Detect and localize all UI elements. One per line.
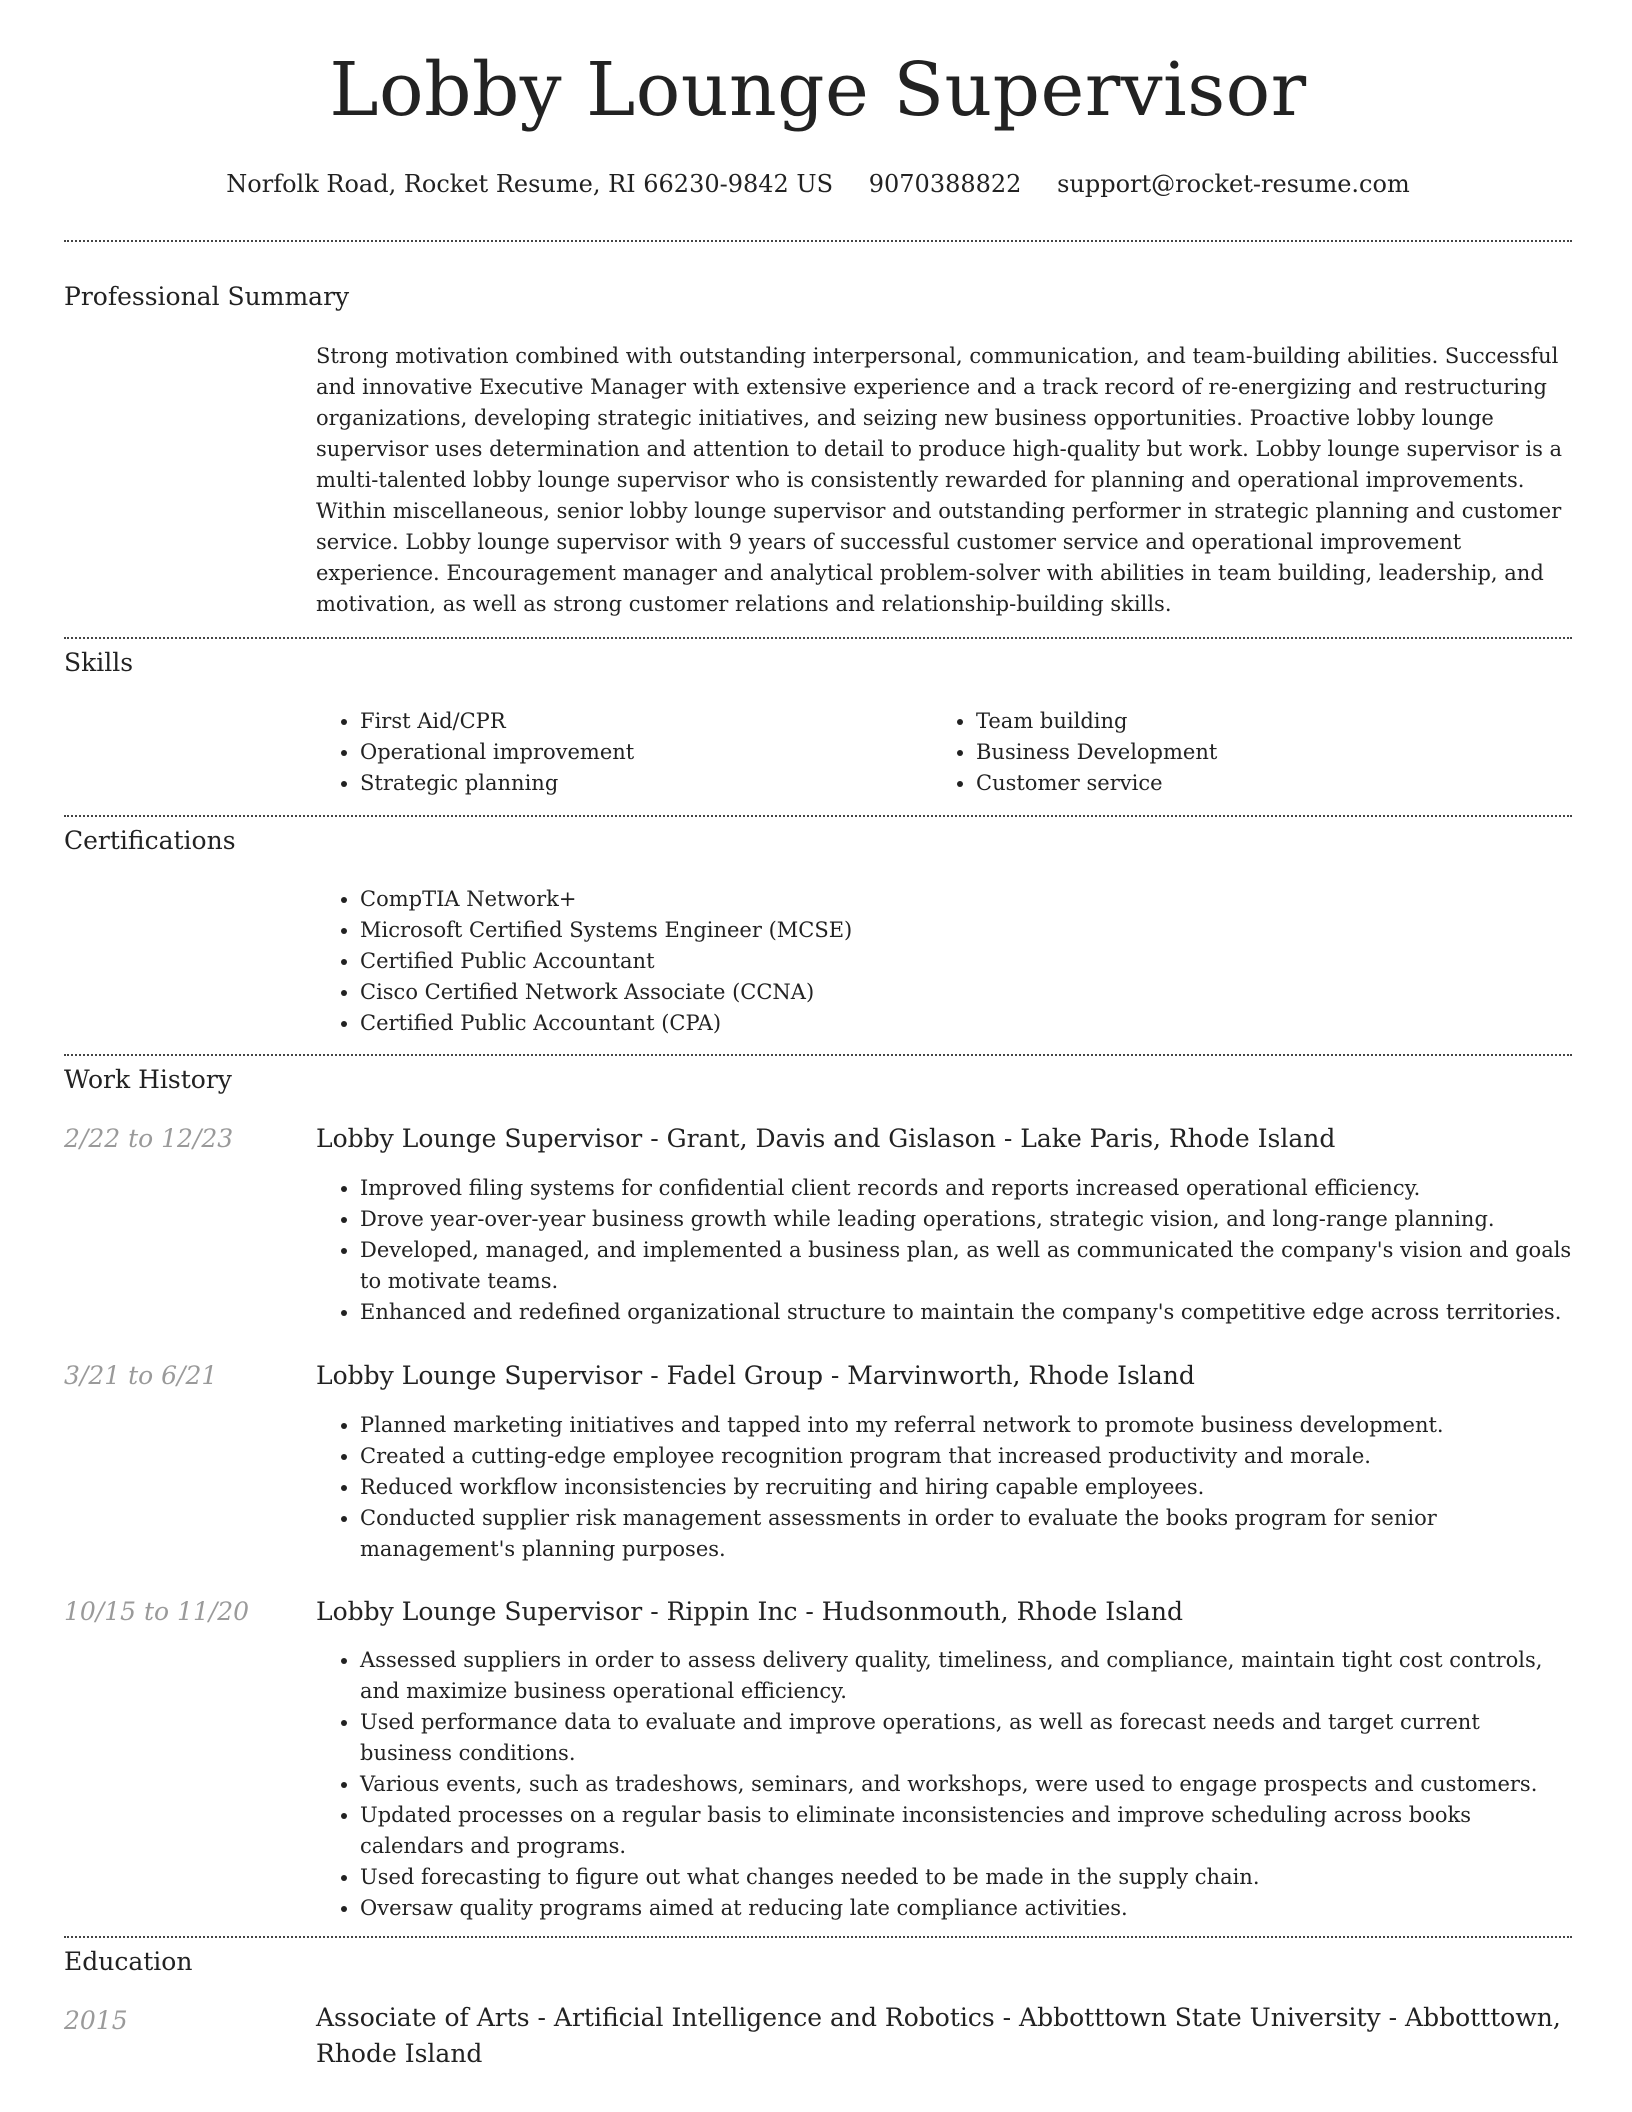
certification-item: • Certified Public Accountant (CPA) [360,1008,1572,1039]
certification-item: • Microsoft Certified Systems Engineer (MCSE) [360,915,1572,946]
education-title: Associate of Arts - Artificial Intelligence and Robotics - Abbotttown State University - Abbotttown, Rhode Island [316,2003,1561,2068]
job-dates: 2/22 to 12/23 [64,1124,234,1153]
job-bullet: • Used forecasting to figure out what changes needed to be made in the supply chain. [360,1862,1572,1893]
job-title: Lobby Lounge Supervisor - Rippin Inc - Hudsonmouth, Rhode Island [316,1597,1184,1626]
divider [64,815,1572,817]
skill-item: • First Aid/CPR [360,706,932,737]
job-bullet: • Improved filing systems for confidential client records and reports increased operational efficiency. [360,1173,1572,1204]
skill-item: • Operational improvement [360,737,932,768]
job-bullet: • Drove year-over-year business growth while leading operations, strategic vision, and long-range planning. [360,1204,1572,1235]
job-title: Lobby Lounge Supervisor - Grant, Davis and Gislason - Lake Paris, Rhode Island [316,1124,1336,1153]
divider [64,240,1572,242]
section-heading-skills: Skills [64,648,134,677]
job-bullets [316,1173,1572,1328]
skills-list [316,706,1572,799]
section-heading-work-history: Work History [64,1065,232,1094]
job-bullet: • Reduced workflow inconsistencies by recruiting and hiring capable employees. [360,1472,1572,1503]
divider [64,637,1572,639]
skill-item: • Business Development [976,737,1548,768]
job-bullet: • Developed, managed, and implemented a business plan, as well as communicated the company's vision and goals to motivate teams. [360,1235,1572,1297]
skills-column-right [932,706,1548,799]
job-dates: 10/15 to 11/20 [64,1597,250,1626]
job-bullets [316,1645,1572,1924]
section-heading-education: Education [64,1947,193,1976]
section-heading-certifications: Certifications [64,826,236,855]
skill-item: • Strategic planning [360,768,932,799]
education-year: 2015 [64,2006,128,2035]
skills-column-left [316,706,932,799]
job-title: Lobby Lounge Supervisor - Fadel Group - Marvinworth, Rhode Island [316,1361,1195,1390]
job-bullet: • Planned marketing initiatives and tapped into my referral network to promote business development. [360,1410,1572,1441]
contact-address: Norfolk Road, Rocket Resume, RI 66230-9842 US [226,170,834,198]
job-bullet: • Used performance data to evaluate and improve operations, as well as forecast needs and target current business conditions. [360,1707,1572,1769]
certification-item: • CompTIA Network+ [360,884,1572,915]
job-bullets [316,1410,1572,1565]
summary-text: Strong motivation combined with outstanding interpersonal, communication, and team-building abilities. Successful and innovative Executive Manager with extensive experience and a track record of re-energizing and restructuring organizations, developing strategic initiatives, and seizing new business opportunities. Proactive lobby lounge supervisor uses determination and attention to detail to produce high-quality but work. Lobby lounge supervisor is a multi-talented lobby lounge supervisor who is consistently rewarded for planning and operational improvements. Within miscellaneous, senior lobby lounge supervisor and outstanding performer in strategic planning and customer service. Lobby lounge supervisor with 9 years of successful customer service and operational improvement experience. Encouragement manager and analytical problem-solver with abilities in team building, leadership, and motivation, as well as strong customer relations and relationship-building skills. [316,344,1563,616]
contact-line [64,170,1572,198]
contact-phone: 9070388822 [868,170,1022,198]
certification-item: • Cisco Certified Network Associate (CCNA) [360,977,1572,1008]
section-heading-summary: Professional Summary [64,282,350,311]
skill-item: • Team building [976,706,1548,737]
job-bullet: • Assessed suppliers in order to assess delivery quality, timeliness, and compliance, maintain tight cost controls, and maximize business operational efficiency. [360,1645,1572,1707]
job-bullet: • Updated processes on a regular basis to eliminate inconsistencies and improve scheduling across books calendars and programs. [360,1800,1572,1862]
job-bullet: • Created a cutting-edge employee recognition program that increased productivity and morale. [360,1441,1572,1472]
divider [64,1054,1572,1056]
job-bullet: • Conducted supplier risk management assessments in order to evaluate the books program for senior management's planning purposes. [360,1503,1572,1565]
contact-email[interactable]: support@rocket-resume.com [1057,170,1410,198]
job-bullet: • Oversaw quality programs aimed at reducing late compliance activities. [360,1893,1572,1924]
certifications-list [316,884,1572,1039]
job-bullet: • Enhanced and redefined organizational structure to maintain the company's competitive edge across territories. [360,1297,1572,1328]
resume-name: Lobby Lounge Supervisor [329,47,1307,133]
job-dates: 3/21 to 6/21 [64,1361,218,1390]
job-bullet: • Various events, such as tradeshows, seminars, and workshops, were used to engage prospects and customers. [360,1769,1572,1800]
divider [64,1936,1572,1938]
certification-item: • Certified Public Accountant [360,946,1572,977]
skill-item: • Customer service [976,768,1548,799]
